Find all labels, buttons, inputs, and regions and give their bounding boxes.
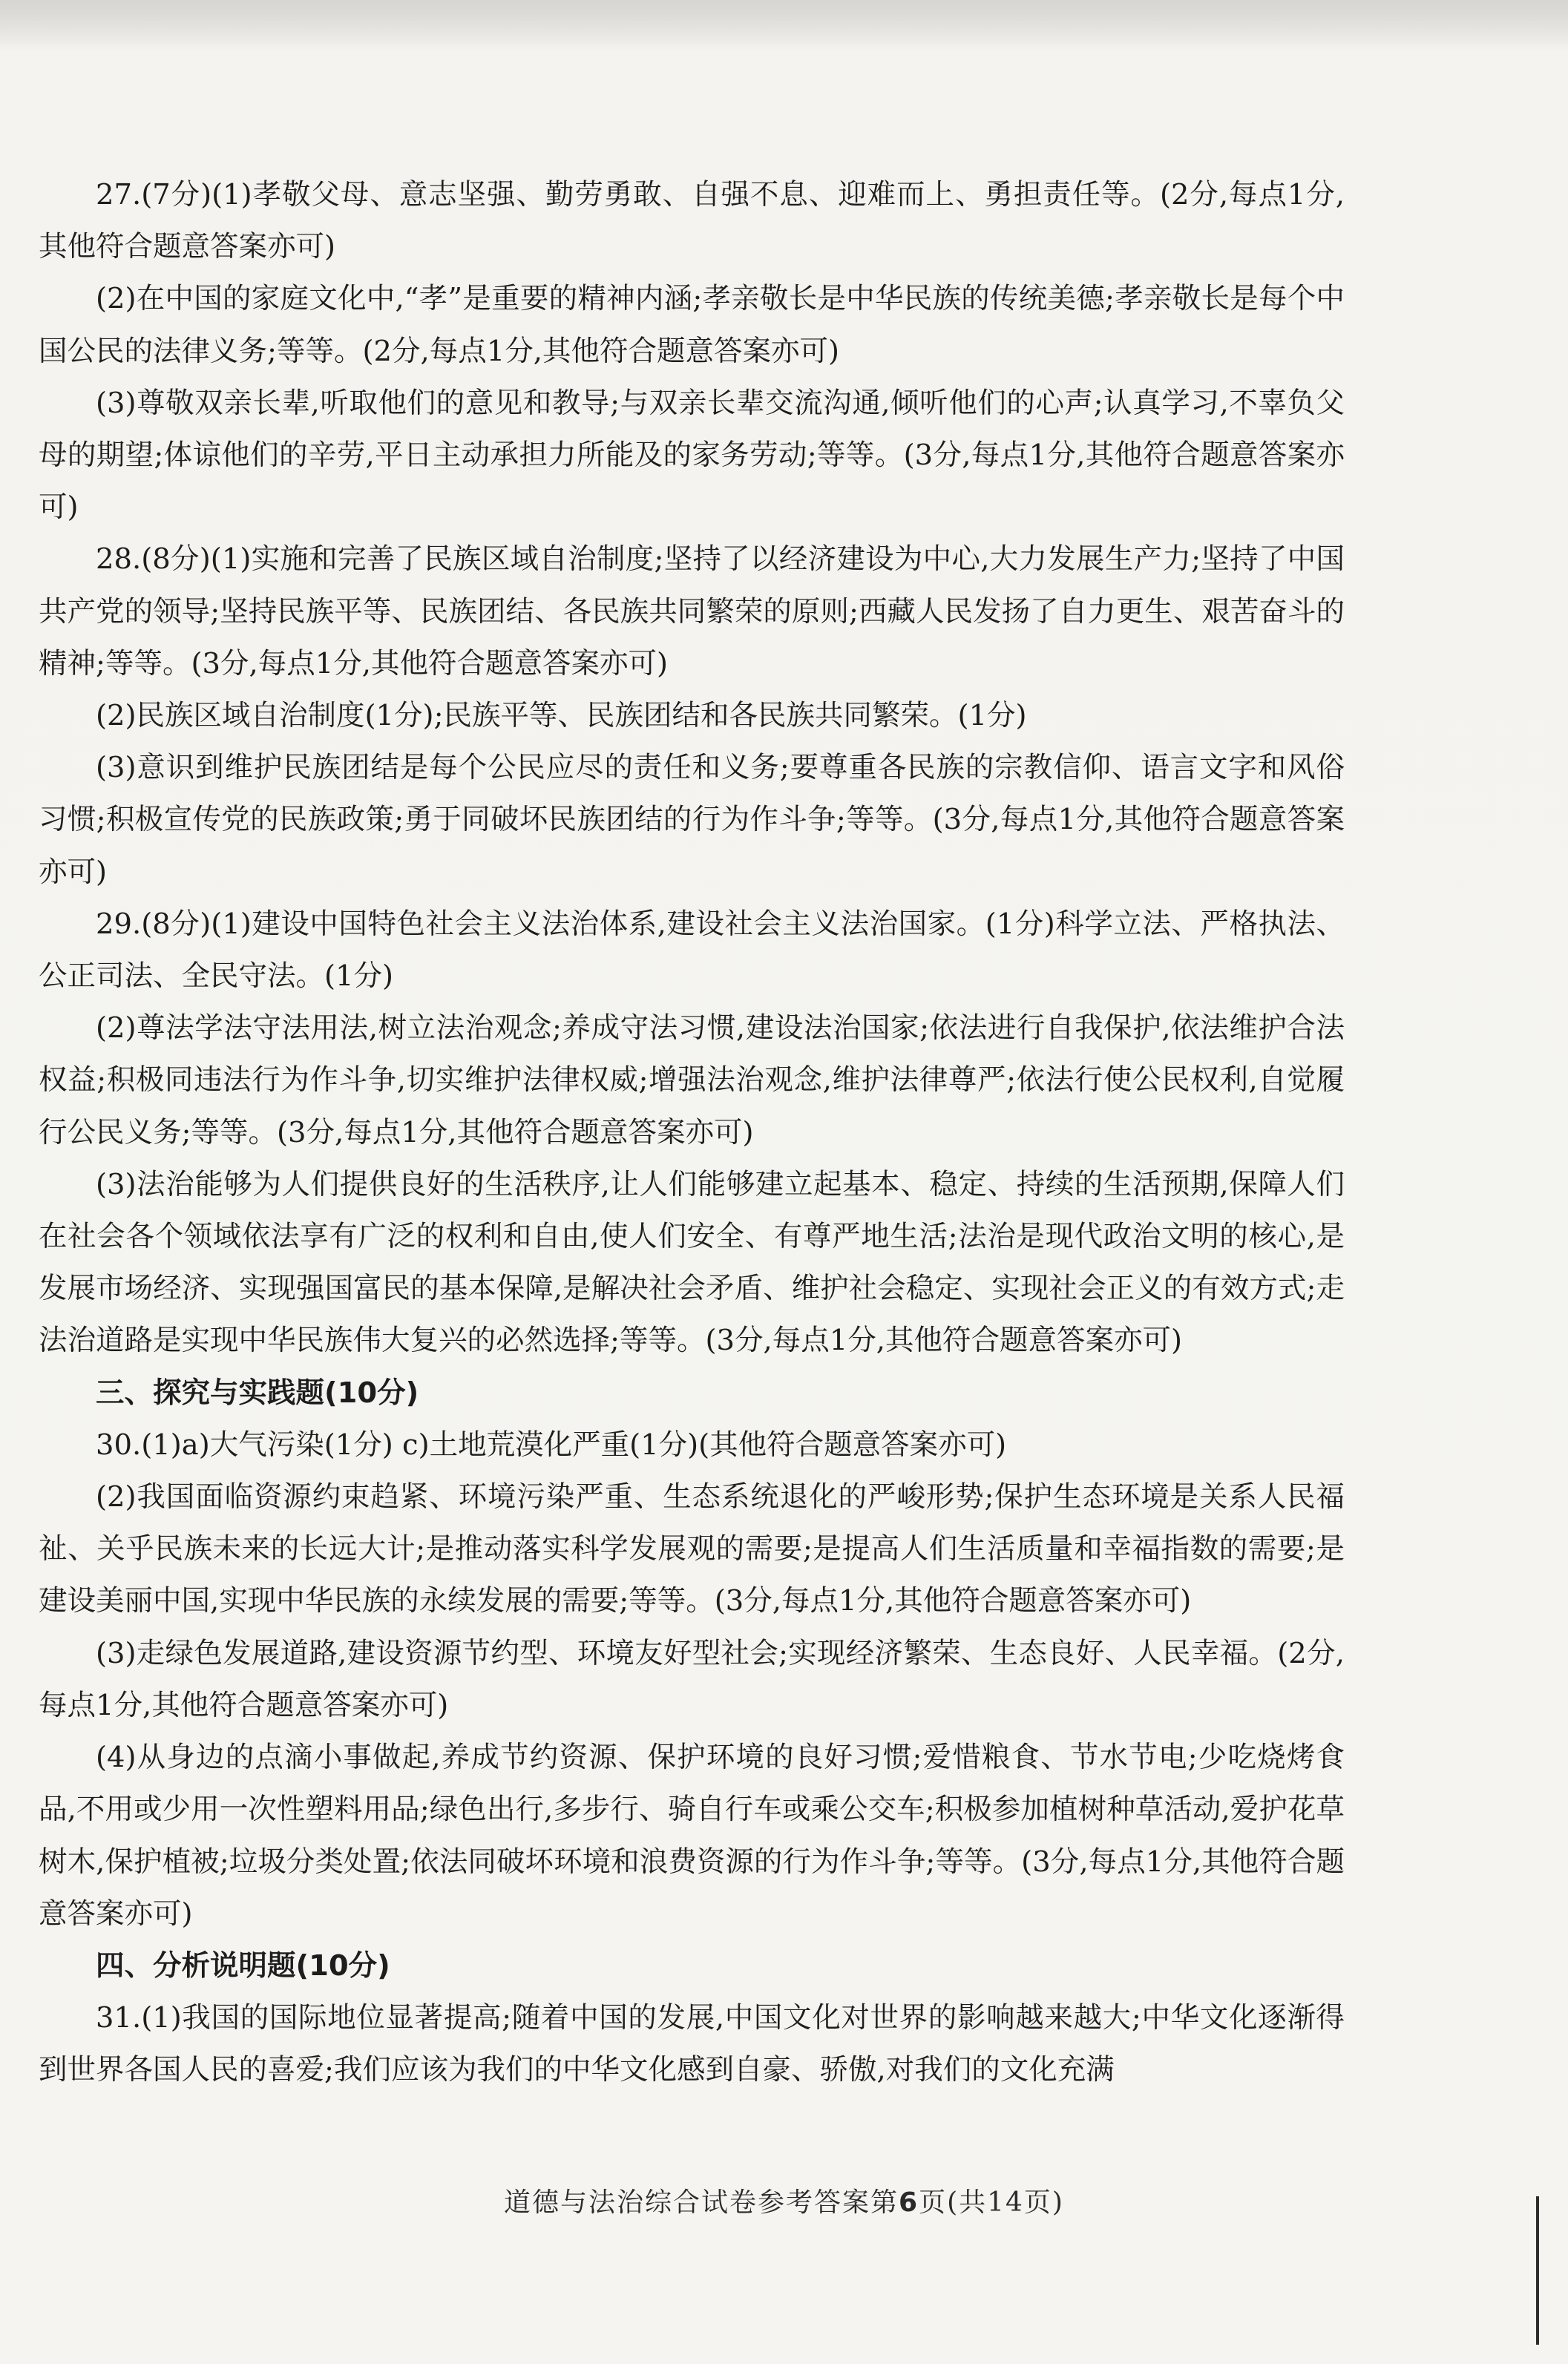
answer-paragraph: (3)尊敬双亲长辈,听取他们的意见和教导;与双亲长辈交流沟通,倾听他们的心声;认真学习,不辜负父母的期望;体谅他们的辛劳,平日主动承担力所能及的家务劳动;等等。(3分,每点1分,其他符合题意答案亦可) [39, 386, 1345, 525]
answer-paragraph: (3)法治能够为人们提供良好的生活秩序,让人们能够建立起基本、稳定、持续的生活预期,保障人们在社会各个领域依法享有广泛的权利和自由,使人们安全、有尊严地生活;法治是现代政治文明的核心,是发展市场经济、实现强国富民的基本保障,是解决社会矛盾、维护社会稳定、实现社会正义的有效方式;走法治道路是实现中华民族伟大复兴的必然选择;等等。(3分,每点1分,其他符合题意答案亦可) [39, 1167, 1345, 1358]
answer-paragraph: (4)从身边的点滴小事做起,养成节约资源、保护环境的良好习惯;爱惜粮食、节水节电;少吃烧烤食品,不用或少用一次性塑料用品;绿色出行,多步行、骑自行车或乘公交车;积极参加植树种草活动,爱护花草树木,保护植被;垃圾分类处置;依法同破坏环境和浪费资源的行为作斗争;等等。(3分,每点1分,其他符合题意答案亦可) [39, 1741, 1345, 1931]
answer-paragraph: 30.(1)a)大气污染(1分) c)土地荒漠化严重(1分)(其他符合题意答案亦可) [96, 1428, 1007, 1462]
answer-content [39, 169, 1345, 2097]
answer-paragraph: 29.(8分)(1)建设中国特色社会主义法治体系,建设社会主义法治国家。(1分)科学立法、严格执法、公正司法、全民守法。(1分) [39, 907, 1345, 994]
answer-paragraph: 27.(7分)(1)孝敬父母、意志坚强、勤劳勇敢、自强不息、迎难而上、勇担责任等。(2分,每点1分,其他符合题意答案亦可) [39, 178, 1345, 264]
section-heading: 三、探究与实践题(10分) [96, 1376, 419, 1410]
footer-prefix: 道德与法治综合试卷参考答案第 [504, 2187, 899, 2218]
scan-edge-line [1536, 2196, 1539, 2345]
answer-paragraph: (2)我国面临资源约束趋紧、环境污染严重、生态系统退化的严峻形势;保护生态环境是关系人民福祉、关乎民族未来的长远大计;是推动落实科学发展观的需要;是提高人们生活质量和幸福指数的需要;是建设美丽中国,实现中华民族的永续发展的需要;等等。(3分,每点1分,其他符合题意答案亦可) [39, 1480, 1345, 1618]
scan-shadow [0, 0, 1568, 52]
footer-page-number: 6 [899, 2187, 919, 2218]
answer-paragraph: (3)意识到维护民族团结是每个公民应尽的责任和义务;要尊重各民族的宗教信仰、语言文字和风俗习惯;积极宣传党的民族政策;勇于同破坏民族团结的行为作斗争;等等。(3分,每点1分,其他符合题意答案亦可) [39, 751, 1345, 889]
page-footer [0, 2181, 1568, 2219]
answer-paragraph: (3)走绿色发展道路,建设资源节约型、环境友好型社会;实现经济繁荣、生态良好、人民幸福。(2分,每点1分,其他符合题意答案亦可) [39, 1636, 1345, 1722]
footer-suffix: 页(共14页) [919, 2187, 1064, 2218]
section-heading: 四、分析说明题(10分) [96, 1948, 390, 1983]
answer-paragraph: 31.(1)我国的国际地位显著提高;随着中国的发展,中国文化对世界的影响越来越大;中华文化逐渐得到世界各国人民的喜爱;我们应该为我们的中华文化感到自豪、骄傲,对我们的文化充满 [39, 2001, 1345, 2087]
answer-paragraph: (2)民族区域自治制度(1分);民族平等、民族团结和各民族共同繁荣。(1分) [96, 699, 1027, 733]
answer-paragraph: 28.(8分)(1)实施和完善了民族区域自治制度;坚持了以经济建设为中心,大力发展生产力;坚持了中国共产党的领导;坚持民族平等、民族团结、各民族共同繁荣的原则;西藏人民发扬了自力更生、艰苦奋斗的精神;等等。(3分,每点1分,其他符合题意答案亦可) [39, 542, 1345, 680]
answer-paragraph: (2)在中国的家庭文化中,“孝”是重要的精神内涵;孝亲敬长是中华民族的传统美德;孝亲敬长是每个中国公民的法律义务;等等。(2分,每点1分,其他符合题意答案亦可) [39, 282, 1345, 368]
answer-paragraph: (2)尊法学法守法用法,树立法治观念;养成守法习惯,建设法治国家;依法进行自我保护,依法维护合法权益;积极同违法行为作斗争,切实维护法律权威;增强法治观念,维护法律尊严;依法行使公民权利,自觉履行公民义务;等等。(3分,每点1分,其他符合题意答案亦可) [39, 1011, 1345, 1149]
